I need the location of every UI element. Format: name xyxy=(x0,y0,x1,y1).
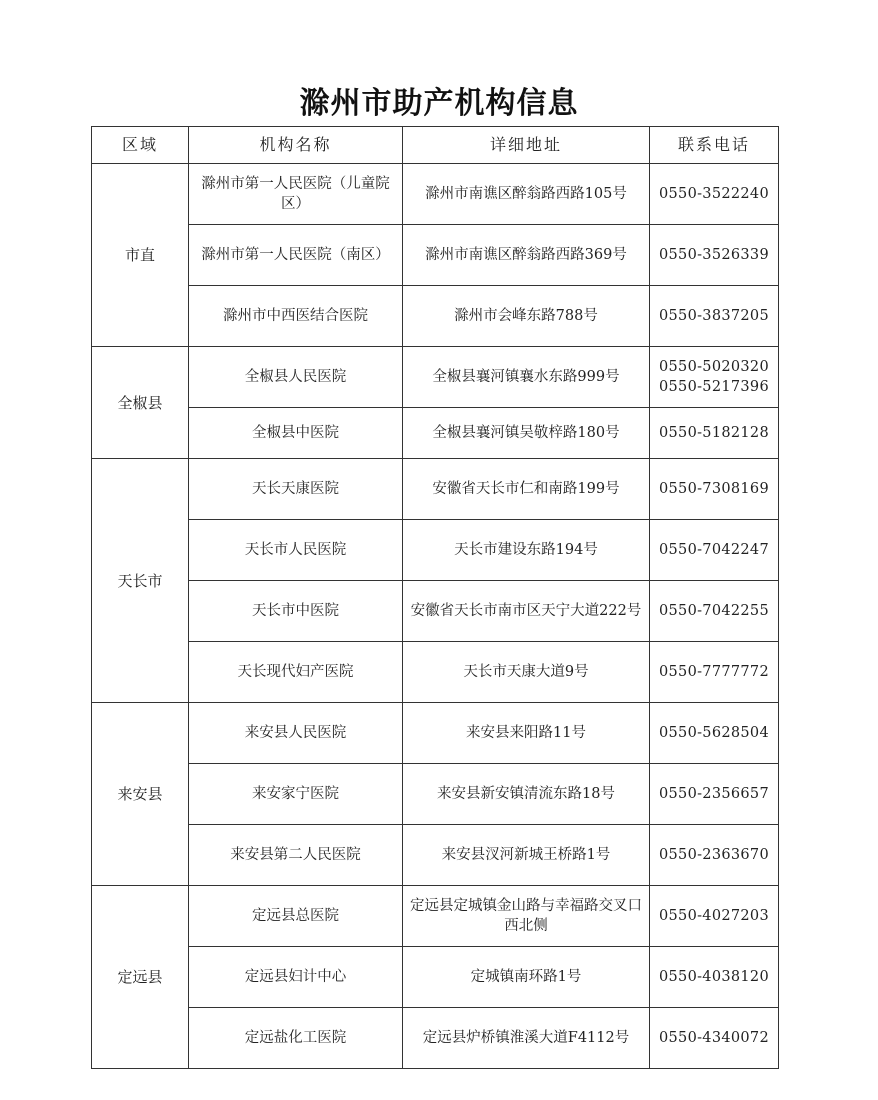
institution-phone: 0550-5628504 xyxy=(650,703,779,764)
institution-name: 来安县人民医院 xyxy=(189,703,403,764)
table-row xyxy=(92,886,779,947)
page-title: 滁州市助产机构信息 xyxy=(299,86,579,121)
institution-phone: 0550-7308169 xyxy=(650,459,779,520)
institution-name: 全椒县人民医院 xyxy=(189,347,403,408)
table-row xyxy=(92,347,779,408)
institution-phone xyxy=(650,347,779,408)
institution-address: 定远县定城镇金山路与幸福路交叉口西北侧 xyxy=(403,886,650,947)
institution-name: 天长天康医院 xyxy=(189,459,403,520)
institution-phone: 0550-7042255 xyxy=(650,581,779,642)
institution-address: 来安县汊河新城王桥路1号 xyxy=(403,825,650,886)
institution-phone: 0550-4038120 xyxy=(650,947,779,1008)
header-address: 详细地址 xyxy=(403,127,650,164)
institution-address: 定远县炉桥镇淮溪大道F4112号 xyxy=(403,1008,650,1069)
institution-phone: 0550-7777772 xyxy=(650,642,779,703)
institution-address: 定城镇南环路1号 xyxy=(403,947,650,1008)
institution-name: 定远盐化工医院 xyxy=(189,1008,403,1069)
institution-address: 滁州市南谯区醉翁路西路105号 xyxy=(403,164,650,225)
institution-address: 来安县新安镇清流东路18号 xyxy=(403,764,650,825)
institution-name: 来安家宁医院 xyxy=(189,764,403,825)
institution-phone: 0550-3837205 xyxy=(650,286,779,347)
institution-phone: 0550-7042247 xyxy=(650,520,779,581)
institution-name: 全椒县中医院 xyxy=(189,408,403,459)
phone-line: 0550-5020320 xyxy=(659,359,769,375)
region-cell: 市直 xyxy=(92,164,189,347)
table-row xyxy=(92,703,779,764)
institution-table xyxy=(91,126,779,1069)
header-name: 机构名称 xyxy=(189,127,403,164)
institution-phone: 0550-2356657 xyxy=(650,764,779,825)
table-row xyxy=(92,1008,779,1069)
institution-address: 滁州市会峰东路788号 xyxy=(403,286,650,347)
institution-address: 全椒县襄河镇吴敬梓路180号 xyxy=(403,408,650,459)
institution-address: 天长市建设东路194号 xyxy=(403,520,650,581)
region-cell: 来安县 xyxy=(92,703,189,886)
phone-line: 0550-5217396 xyxy=(659,379,769,395)
institution-address: 安徽省天长市仁和南路199号 xyxy=(403,459,650,520)
region-cell: 定远县 xyxy=(92,886,189,1069)
institution-name: 滁州市第一人民医院（南区） xyxy=(189,225,403,286)
institution-phone: 0550-4340072 xyxy=(650,1008,779,1069)
table-row xyxy=(92,286,779,347)
institution-name: 天长市人民医院 xyxy=(189,520,403,581)
institution-name: 定远县总医院 xyxy=(189,886,403,947)
institution-name: 天长市中医院 xyxy=(189,581,403,642)
institution-address: 来安县来阳路11号 xyxy=(403,703,650,764)
institution-address: 天长市天康大道9号 xyxy=(403,642,650,703)
institution-address: 滁州市南谯区醉翁路西路369号 xyxy=(403,225,650,286)
institution-address: 安徽省天长市南市区天宁大道222号 xyxy=(403,581,650,642)
table-row xyxy=(92,764,779,825)
region-cell: 天长市 xyxy=(92,459,189,703)
table-row xyxy=(92,947,779,1008)
header-phone: 联系电话 xyxy=(650,127,779,164)
institution-phone: 0550-3522240 xyxy=(650,164,779,225)
table-row xyxy=(92,520,779,581)
institution-phone: 0550-3526339 xyxy=(650,225,779,286)
institution-phone: 0550-4027203 xyxy=(650,886,779,947)
table-row xyxy=(92,581,779,642)
table-row xyxy=(92,164,779,225)
table-row xyxy=(92,408,779,459)
institution-name: 来安县第二人民医院 xyxy=(189,825,403,886)
region-cell: 全椒县 xyxy=(92,347,189,459)
institution-name: 滁州市第一人民医院（儿童院区） xyxy=(189,164,403,225)
table-row xyxy=(92,642,779,703)
table-row xyxy=(92,825,779,886)
table-header-row xyxy=(92,127,779,164)
institution-phone: 0550-5182128 xyxy=(650,408,779,459)
institution-name: 天长现代妇产医院 xyxy=(189,642,403,703)
institution-address: 全椒县襄河镇襄水东路999号 xyxy=(403,347,650,408)
table-row xyxy=(92,459,779,520)
institution-name: 定远县妇计中心 xyxy=(189,947,403,1008)
header-region: 区域 xyxy=(92,127,189,164)
institution-name: 滁州市中西医结合医院 xyxy=(189,286,403,347)
table-row xyxy=(92,225,779,286)
institution-phone: 0550-2363670 xyxy=(650,825,779,886)
